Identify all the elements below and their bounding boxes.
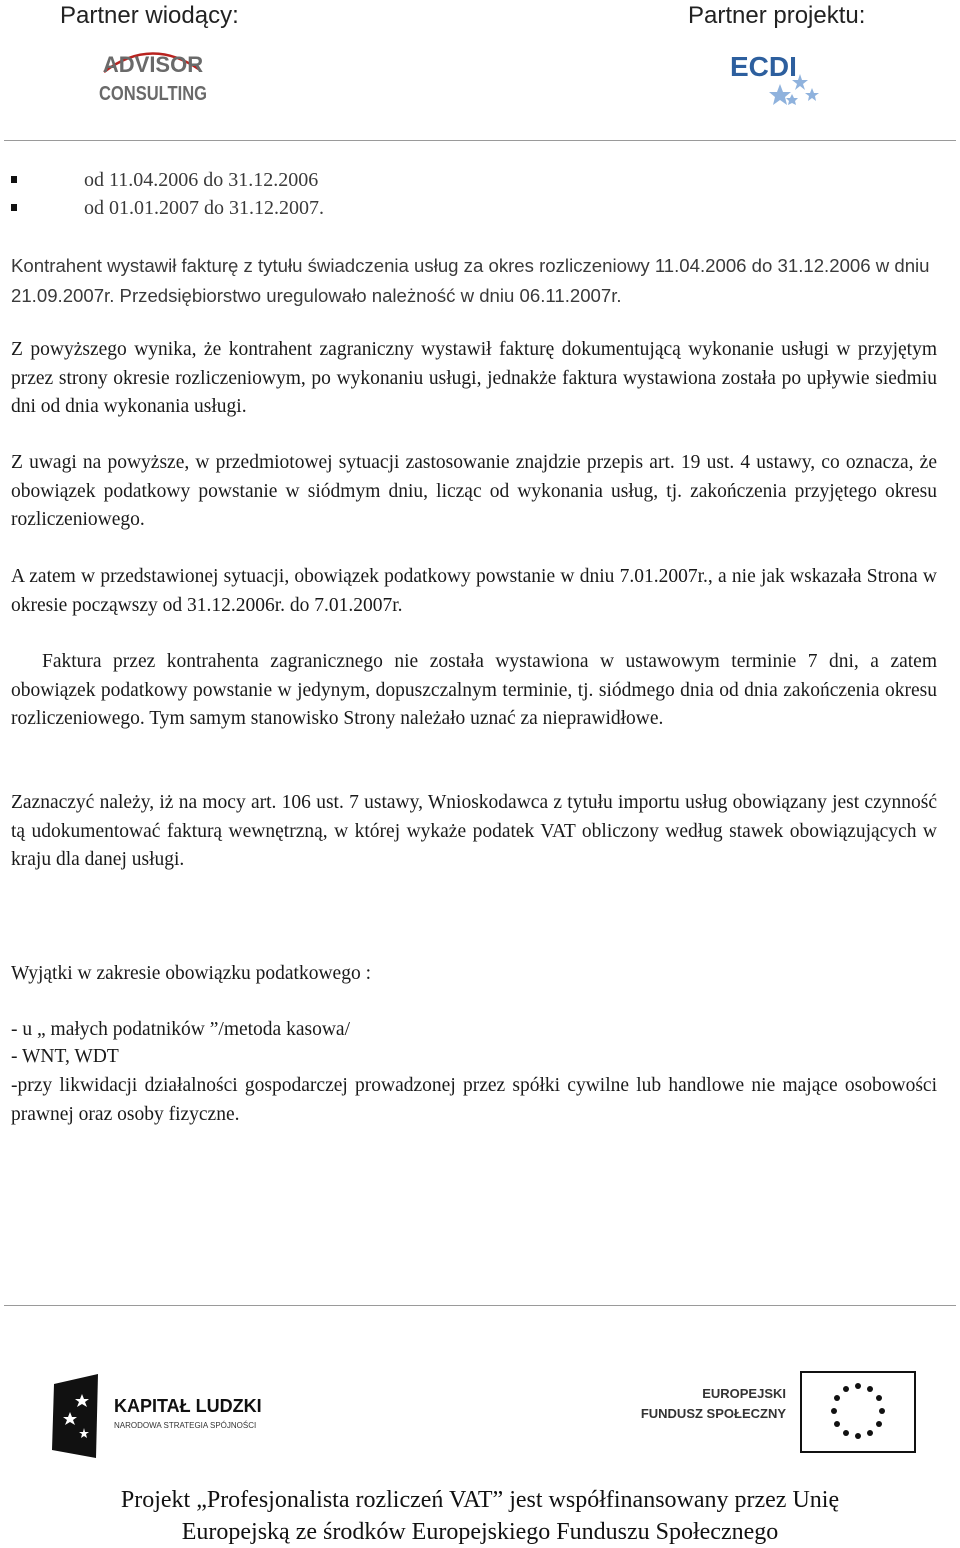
paragraph-tax-obligation-date: A zatem w przedstawionej sytuacji, obowiązek podatkowy powstanie w dniu 7.01.2007r., a nie jak wskazała Strona w okresie począwszy od 31.12.2006r. do 7.01.2007r. — [11, 566, 937, 616]
advisor-logo-line1: ADVISOR — [102, 52, 204, 77]
bullet-icon — [11, 176, 17, 183]
exception-item: - WNT, WDT — [11, 1046, 119, 1067]
paragraph-conclusion: Z powyższego wynika, że kontrahent zagraniczny wystawił fakturę dokumentującą wykonanie usługi w przyjętym przez strony okresie rozliczeniowym, po wykonaniu usługi, jednakże faktura wystawiona została po upływie siedmiu dni od dnia wykonania usługi. — [11, 339, 937, 418]
bullet-icon — [11, 204, 17, 211]
exceptions-heading: Wyjątki w zakresie obowiązku podatkowego : — [11, 963, 372, 984]
kapital-ludzki-logo — [52, 1372, 302, 1462]
date-range-list — [0, 166, 960, 222]
footer-cofinancing-line2: Europejską ze środków Europejskiego Funduszu Społecznego — [181, 1519, 779, 1545]
efs-logo-line2: FUNDUSZ SPOŁECZNY — [640, 1406, 786, 1421]
ecdi-logo-text: ECDI — [730, 51, 797, 82]
footer-divider — [4, 1305, 956, 1306]
exception-item: - u „ małych podatników ”/metoda kasowa/ — [11, 1019, 350, 1040]
list-item-text: od 01.01.2007 do 31.12.2007. — [84, 197, 324, 219]
kapital-ludzki-subtitle: NARODOWA STRATEGIA SPÓJNOŚCI — [114, 1421, 257, 1430]
list-item — [0, 166, 960, 194]
flag-emblem-icon — [52, 1374, 98, 1458]
kapital-ludzki-title: KAPITAŁ LUDZKI — [114, 1396, 262, 1416]
footer-cofinancing-line1: Projekt „Profesjonalista rozliczeń VAT” jest współfinansowany przez Unię — [120, 1487, 840, 1513]
project-partner-label: Partner projektu: — [688, 2, 866, 29]
advisor-logo-line2: CONSULTING — [99, 83, 207, 105]
efs-logo — [636, 1366, 918, 1456]
list-item — [0, 194, 960, 222]
paragraph-article-19: Z uwagi na powyższe, w przedmiotowej sytuacji zastosowanie znajdzie przepis art. 19 ust. 4 ustawy, co oznacza, że obowiązek podatkowy powstanie w siódmym dniu, licząc od wykonania usług, tj. zakończenia przyjętego okresu rozliczeniowego. — [11, 452, 937, 531]
paragraph-invoice-deadline: Faktura przez kontrahenta zagranicznego nie została wystawiona w ustawowym terminie 7 dni, a zatem obowiązek podatkowy powstanie w jedynym, dopuszczalnym terminie, tj. siódmego dnia od dnia zakończenia okresu rozliczeniowego. Tym samym stanowisko Strony należało uznać za nieprawidłowe. — [11, 651, 937, 730]
ecdi-logo — [728, 44, 828, 112]
paragraph-article-106: Zaznaczyć należy, iż na mocy art. 106 ust. 7 ustawy, Wnioskodawca z tytułu importu usług obowiązany jest czynność tą udokumentować fakturą wewnętrzną, w której wykaże podatek VAT obliczony według stawek obowiązujących w kraju dla danej usługi. — [11, 792, 937, 871]
paragraph-invoice-issued: Kontrahent wystawił fakturę z tytułu świadczenia usług za okres rozliczeniowy 11.04.2006 do 31.12.2006 w dniu 21.09.2007r. Przedsiębiorstwo uregulowało należność w dniu 06.11.2007r. — [11, 255, 930, 306]
lead-partner-label: Partner wiodący: — [60, 2, 239, 29]
list-item-text: od 11.04.2006 do 31.12.2006 — [84, 169, 319, 191]
efs-logo-line1: EUROPEJSKI — [702, 1386, 786, 1401]
advisor-consulting-logo — [96, 42, 211, 110]
header-divider — [4, 140, 956, 141]
exception-item: -przy likwidacji działalności gospodarczej prowadzonej przez spółki cywilne lub handlowe nie mające osobowości prawnej oraz osoby fizyczne. — [11, 1075, 937, 1125]
